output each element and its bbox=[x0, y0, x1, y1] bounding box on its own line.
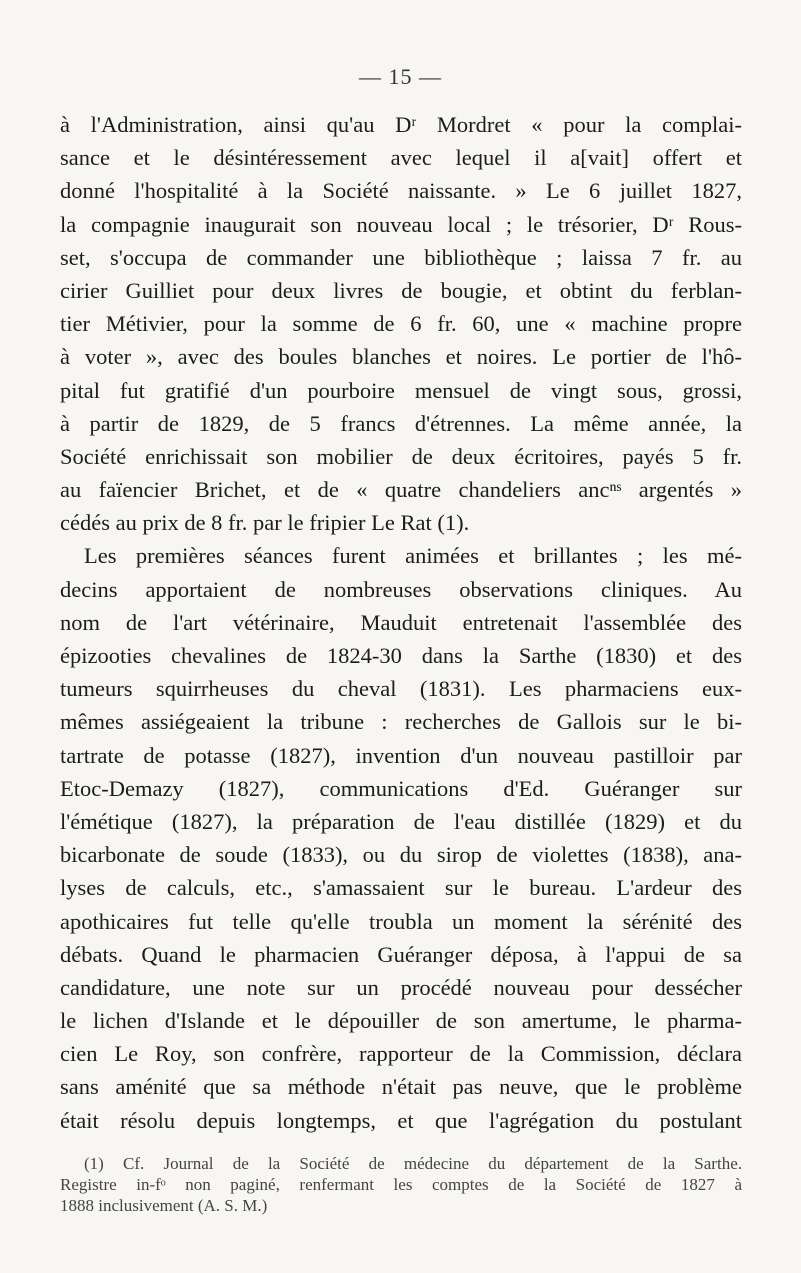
text-line: épizooties chevalines de 1824-30 dans la Sarthe (1830) et des bbox=[60, 643, 742, 668]
text-line: cédés au prix de 8 fr. par le fripier Le Rat (1). bbox=[60, 510, 470, 536]
text-line: était résolu depuis longtemps, et que l'agrégation du postulant bbox=[60, 1107, 742, 1133]
text-line: apothicaires fut telle qu'elle troubla un moment la sérénité des bbox=[60, 908, 742, 934]
text-line: tier Métivier, pour la somme de 6 fr. 60, une « machine propre bbox=[60, 311, 742, 337]
paragraph-1 bbox=[60, 108, 742, 539]
text-line: nom de l'art vétérinaire, Mauduit entretenait l'assemblée des bbox=[60, 609, 742, 635]
footnote bbox=[60, 1153, 742, 1216]
footnote-line: (1) Cf. Journal de la Société de médecine du département de la Sarthe. bbox=[84, 1154, 742, 1173]
page-number: — 15 — bbox=[359, 64, 442, 89]
text-line: au faïencier Brichet, et de « quatre chandeliers ancⁿˢ argentés » bbox=[60, 477, 742, 503]
body-text bbox=[60, 108, 742, 1137]
text-line: à l'Administration, ainsi qu'au Dʳ Mordret « pour la complai- bbox=[60, 112, 742, 137]
text-line: mêmes assiégeaient la tribune : recherches de Gallois sur le bi- bbox=[60, 709, 742, 735]
footnote-line: Registre in-fᵒ non paginé, renfermant les comptes de la Société de 1827 à bbox=[60, 1175, 742, 1194]
text-line: cien Le Roy, son confrère, rapporteur de la Commission, déclara bbox=[60, 1041, 742, 1067]
text-line: donné l'hospitalité à la Société naissante. » Le 6 juillet 1827, bbox=[60, 178, 742, 204]
text-line: pital fut gratifié d'un pourboire mensuel de vingt sous, grossi, bbox=[60, 377, 742, 403]
text-line: Les premières séances furent animées et brillantes ; les mé- bbox=[84, 543, 742, 569]
text-line: débats. Quand le pharmacien Guéranger déposa, à l'appui de sa bbox=[60, 941, 742, 967]
text-line: à partir de 1829, de 5 francs d'étrennes. La même année, la bbox=[60, 410, 742, 436]
text-line: Société enrichissait son mobilier de deux écritoires, payés 5 fr. bbox=[60, 443, 742, 469]
text-line: tartrate de potasse (1827), invention d'un nouveau pastilloir par bbox=[60, 742, 742, 768]
text-line: cirier Guilliet pour deux livres de bougie, et obtint du ferblan- bbox=[60, 277, 742, 303]
text-line: candidature, une note sur un procédé nouveau pour dessécher bbox=[60, 974, 742, 1000]
text-line: tumeurs squirrheuses du cheval (1831). Les pharmaciens eux- bbox=[60, 676, 742, 702]
text-line: Etoc-Demazy (1827), communications d'Ed. Guéranger sur bbox=[60, 775, 742, 801]
footnote-line: 1888 inclusivement (A. S. M.) bbox=[60, 1196, 268, 1215]
text-line: sans aménité que sa méthode n'était pas neuve, que le problème bbox=[60, 1074, 742, 1100]
text-line: bicarbonate de soude (1833), ou du sirop de violettes (1838), ana- bbox=[60, 842, 742, 868]
paragraph-2 bbox=[60, 539, 742, 1136]
text-line: la compagnie inaugurait son nouveau local ; le trésorier, Dʳ Rous- bbox=[60, 211, 742, 237]
text-line: sance et le désintéressement avec lequel il a[vait] offert et bbox=[60, 145, 742, 171]
text-line: l'émétique (1827), la préparation de l'eau distillée (1829) et du bbox=[60, 808, 742, 834]
text-line: lyses de calculs, etc., s'amassaient sur le bureau. L'ardeur des bbox=[60, 875, 742, 901]
text-line: le lichen d'Islande et le dépouiller de son amertume, le pharma- bbox=[60, 1008, 742, 1034]
text-line: decins apportaient de nombreuses observations cliniques. Au bbox=[60, 576, 742, 602]
text-line: à voter », avec des boules blanches et noires. Le portier de l'hô- bbox=[60, 344, 742, 370]
text-line: set, s'occupa de commander une bibliothèque ; laissa 7 fr. au bbox=[60, 244, 742, 270]
